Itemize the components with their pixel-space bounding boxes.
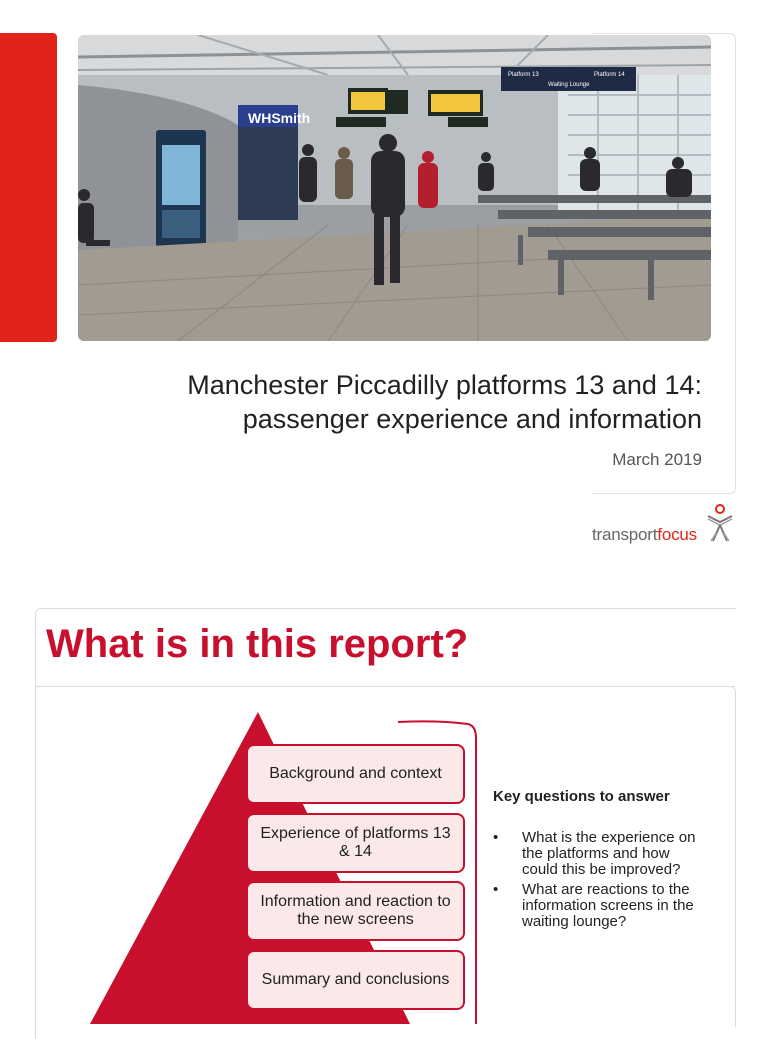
bullet-icon: •	[493, 881, 499, 898]
report-title	[82, 368, 702, 436]
station-illustration	[78, 35, 711, 341]
pyramid-box-information: Information and reaction to the new screens	[246, 881, 465, 941]
cover-photo	[78, 35, 711, 341]
logo-word-transport: transport	[592, 525, 658, 544]
logo-figure-icon	[705, 503, 735, 543]
key-questions-title: Key questions to answer	[493, 788, 670, 805]
title-line-2: passenger experience and information	[242, 404, 702, 434]
question-text: What is the experience on the platforms and how could this be improved?	[522, 829, 696, 878]
question-text: What are reactions to the information screens in the waiting lounge?	[522, 881, 694, 930]
bullet-icon: •	[493, 829, 499, 846]
shop-sign: WHSmith	[248, 110, 311, 126]
pyramid-box-background: Background and context	[246, 744, 465, 804]
waiting-lounge-sign: Waiting Lounge	[548, 82, 590, 88]
list-item	[493, 830, 703, 878]
pyramid-box-summary: Summary and conclusions	[246, 950, 465, 1010]
title-line-1: Manchester Piccadilly platforms 13 and 14:	[187, 370, 702, 400]
section-title: What is in this report?	[46, 622, 469, 666]
platform14-sign: Platform 14	[594, 72, 625, 78]
key-questions-list	[493, 830, 703, 934]
logo-word-focus: focus	[657, 525, 697, 544]
platform13-sign: Platform 13	[508, 72, 539, 78]
transport-focus-logo	[592, 503, 737, 547]
logo-wordmark	[592, 525, 697, 545]
report-date: March 2019	[612, 450, 702, 469]
title-divider	[35, 686, 735, 687]
content-left-edge	[35, 708, 36, 1024]
content-frame	[700, 686, 736, 1027]
pyramid-box-experience: Experience of platforms 13 & 14	[246, 813, 465, 873]
list-item	[493, 882, 703, 930]
accent-bar	[0, 33, 57, 342]
